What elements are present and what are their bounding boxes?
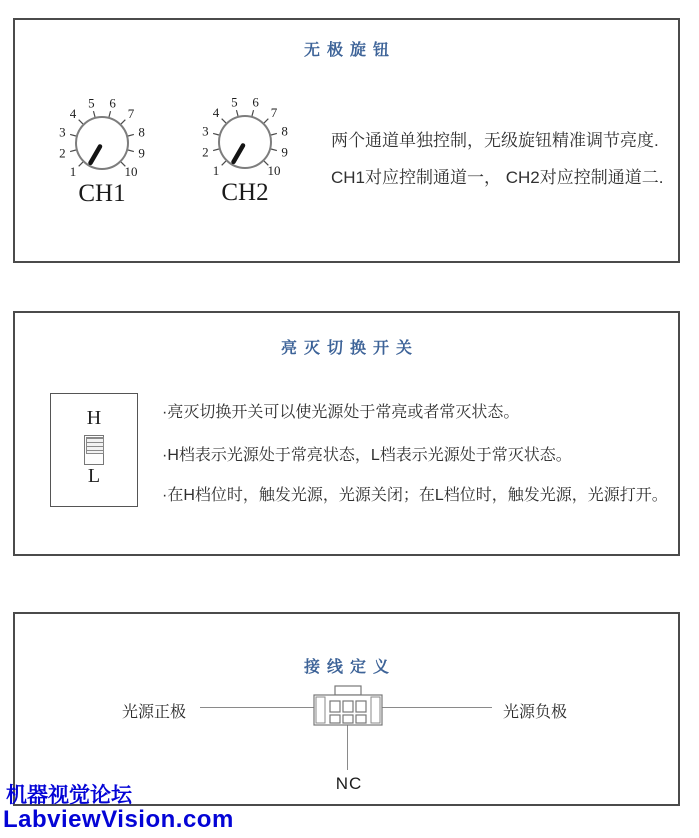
svg-text:3: 3 — [59, 124, 66, 140]
svg-text:4: 4 — [69, 106, 77, 122]
watermark-forum-name: 机器视觉论坛 — [6, 784, 132, 807]
watermark-site-url: LabviewVision.com — [3, 806, 234, 833]
section-switch-title: 亮灭切换开关 — [280, 340, 419, 357]
svg-text:5: 5 — [88, 95, 95, 111]
svg-text:9: 9 — [281, 144, 288, 160]
switch-bullet-1: ·亮灭切换开关可以使光源处于常亮或者常灭状态。 — [162, 404, 520, 421]
svg-text:4: 4 — [212, 105, 220, 121]
svg-text:7: 7 — [270, 105, 278, 121]
svg-text:8: 8 — [138, 124, 145, 140]
switch-slider-knob — [86, 437, 104, 454]
section-wiring-title: 接线定义 — [303, 659, 396, 676]
svg-text:2: 2 — [202, 144, 209, 160]
switch-h-label: H — [86, 407, 102, 429]
svg-text:1: 1 — [69, 163, 77, 179]
knob-description-line-1: 两个通道单独控制，无级旋钮精准调节亮度. — [331, 131, 659, 150]
switch-l-label: L — [87, 465, 101, 487]
wire-nc-vertical — [347, 722, 348, 770]
section-knobs-title: 无极旋钮 — [303, 42, 396, 59]
ch1-knob-label: CH1 — [78, 180, 126, 207]
wire-positive-label: 光源正极 — [122, 704, 187, 721]
wire-nc-label: NC — [335, 774, 363, 793]
connector-diagram — [311, 684, 385, 728]
svg-text:7: 7 — [127, 106, 135, 122]
switch-diagram — [50, 393, 138, 507]
svg-text:8: 8 — [281, 123, 288, 139]
switch-bullet-2: ·H档表示光源处于常亮状态，L档表示光源处于常灭状态。 — [162, 447, 572, 464]
svg-text:6: 6 — [109, 95, 116, 111]
switch-bullet-3: ·在H档位时，触发光源，光源关闭；在L档位时，触发光源，光源打开。 — [162, 487, 668, 504]
svg-text:10: 10 — [124, 163, 138, 179]
switch-slider — [84, 435, 104, 465]
svg-text:1: 1 — [212, 162, 220, 178]
svg-text:6: 6 — [252, 94, 259, 110]
wire-negative-label: 光源负极 — [503, 704, 568, 721]
svg-text:5: 5 — [231, 94, 238, 110]
svg-text:9: 9 — [138, 145, 145, 161]
switch-diagram-inner — [51, 394, 137, 506]
svg-text:2: 2 — [59, 145, 66, 161]
ch2-knob-label: CH2 — [221, 179, 269, 206]
knob-description-line-2: CH1对应控制通道一， CH2对应控制通道二. — [331, 168, 664, 187]
svg-text:3: 3 — [202, 123, 209, 139]
svg-text:10: 10 — [267, 162, 281, 178]
